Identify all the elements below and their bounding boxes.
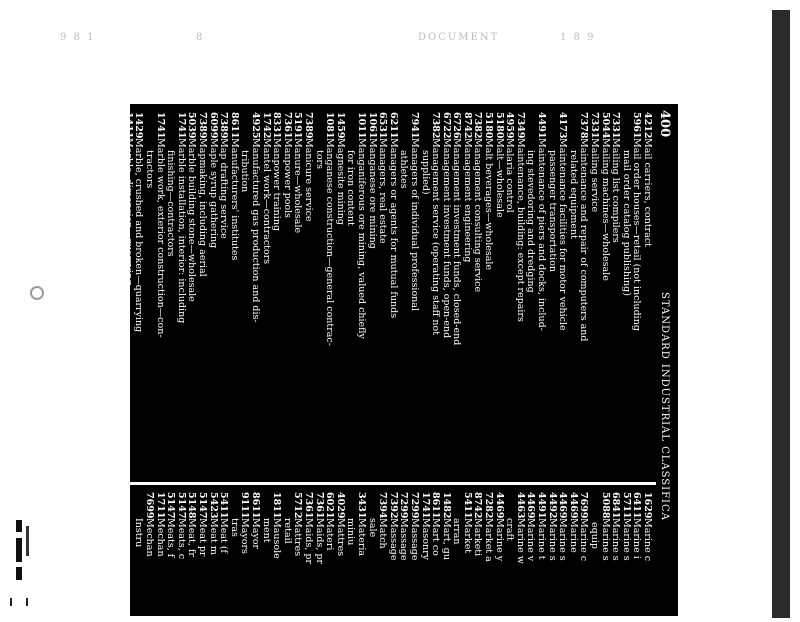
sic-code: 7389	[197, 112, 209, 139]
entry-title: Marine s	[546, 518, 558, 561]
entry-title: Maintenance of piers and docks, includ-	[536, 138, 548, 331]
index-entry	[133, 112, 144, 472]
entry-title: Market	[461, 518, 473, 554]
entry-continuation: tribution	[239, 150, 251, 193]
sic-code: 4029	[334, 492, 346, 519]
sic-code: 7331	[610, 112, 622, 139]
index-entry	[514, 112, 525, 472]
sic-code: 5411	[218, 492, 230, 519]
index-entry	[313, 492, 324, 622]
left-column	[80, 112, 652, 472]
entry-title: Marinas	[101, 138, 113, 178]
index-entry	[175, 492, 186, 622]
index-entry	[228, 112, 239, 472]
entry-title: Mapmaking, including aerial	[197, 138, 209, 277]
sic-code: 4469	[493, 492, 505, 519]
sic-code: 8742	[461, 112, 473, 139]
sic-code: 4959	[504, 112, 516, 139]
index-entry	[154, 492, 165, 622]
sic-code: 5711	[620, 492, 632, 519]
index-entry	[451, 492, 462, 622]
index-entry	[535, 492, 546, 622]
index-entry	[398, 492, 409, 622]
sic-code: 4493	[101, 112, 113, 139]
entry-title: Massage	[387, 518, 399, 561]
entry-title: Mayor	[250, 518, 262, 550]
index-entry	[525, 492, 536, 622]
entry-title: Match	[377, 518, 389, 549]
index-entry	[218, 112, 229, 472]
sic-code: 6211	[387, 112, 399, 139]
index-entry	[281, 112, 292, 472]
index-entry	[196, 492, 207, 622]
scanned-page	[80, 104, 678, 616]
sic-code: 7361	[303, 492, 314, 519]
index-entry	[387, 112, 398, 472]
entry-title: Manganiferous ore mining, valued chiefly	[355, 138, 367, 339]
entry-title: Management service (operating staff not	[430, 138, 442, 336]
sic-code: 7331	[589, 112, 601, 139]
index-entry	[408, 492, 419, 622]
index-entry	[588, 112, 599, 472]
sic-code: 5423	[207, 492, 219, 519]
index-entry	[186, 112, 197, 472]
entry-title: Map drafting service	[218, 138, 230, 239]
index-entry	[154, 112, 165, 472]
entry-title: Malt—wholesale	[493, 138, 505, 218]
entry-title: Masonry	[419, 518, 431, 561]
index-entry	[260, 492, 271, 622]
entry-title: Maids, pr	[313, 518, 325, 565]
sic-code: 8611	[250, 492, 262, 519]
sic-code: 7349	[514, 112, 526, 139]
index-entry	[430, 492, 441, 622]
index-entry	[324, 492, 335, 622]
sic-code: 1629	[642, 492, 653, 519]
entry-title: ment	[260, 518, 272, 543]
entry-title: Mausole	[271, 518, 283, 559]
sic-code: 1482	[440, 492, 452, 519]
sic-code: 1081	[324, 112, 336, 139]
index-entry	[610, 492, 621, 622]
index-entry	[175, 112, 186, 472]
sic-code: 1061	[366, 112, 378, 139]
sic-code: 1711	[154, 492, 166, 519]
entry-title: Mailing list compilers	[610, 138, 622, 243]
index-entry	[302, 112, 313, 472]
sic-code: 1011	[355, 112, 367, 139]
sic-code: 5712	[292, 492, 304, 519]
entry-title: Mechan	[154, 518, 166, 557]
entry-title: Mart co	[430, 518, 442, 556]
entry-title: Marine c	[642, 518, 653, 562]
entry-title: retail	[281, 518, 293, 544]
entry-title: Meat, fr	[186, 518, 198, 557]
sic-code: 8331	[271, 112, 283, 139]
index-entry	[271, 112, 282, 472]
entry-title: Manicure service	[303, 138, 314, 222]
entry-title: Marine v	[525, 518, 537, 562]
sic-code: 9111	[239, 492, 251, 519]
sic-code: 7382	[472, 112, 484, 139]
entry-title: Marine s	[610, 518, 622, 561]
sic-code: 7378	[578, 112, 590, 139]
entry-title: Malaria control	[504, 138, 516, 213]
entry-title: Mail carriers, contract	[642, 138, 653, 247]
sic-code: 5088	[599, 492, 611, 519]
entry-continuation: finishing—contractors	[165, 150, 177, 257]
index-entry	[387, 492, 398, 622]
sic-code: 7361	[313, 492, 325, 519]
index-entry	[239, 492, 250, 622]
entry-title: Mattres	[334, 518, 346, 557]
entry-title: Magnesite mining	[334, 138, 346, 225]
bleed-text-3: DOCUMENT	[418, 32, 500, 43]
sic-code: 4212	[642, 112, 653, 139]
entry-title: Marble work, exterior construction—con-	[154, 138, 166, 338]
margin-mark	[26, 526, 29, 556]
index-entry	[144, 492, 155, 622]
sic-code: 1742	[260, 112, 272, 139]
sic-code: 4469	[91, 112, 103, 139]
sic-code: 6021	[324, 492, 336, 519]
index-entry	[535, 112, 546, 472]
sic-code: 7382	[430, 112, 442, 139]
index-entry	[260, 112, 271, 472]
sic-code: 4173	[557, 112, 569, 139]
index-entry	[355, 112, 366, 472]
entry-title: Marine s	[557, 518, 569, 561]
entry-title: Manufacturers' institutes	[228, 138, 240, 261]
index-entry	[514, 492, 525, 622]
entry-title: Mechan	[144, 518, 156, 557]
entry-title: Management investment funds, closed-end	[451, 138, 463, 346]
entry-title: Marine w	[514, 518, 526, 564]
entry-title: tras	[228, 518, 240, 537]
index-entry	[430, 112, 441, 472]
entry-title: Market a	[483, 518, 495, 562]
sic-code: 7699	[144, 492, 156, 519]
sic-code: 6099	[207, 112, 219, 139]
sic-code: 5411	[461, 492, 473, 519]
sic-code: 8611	[228, 112, 240, 139]
index-entry	[196, 112, 207, 472]
column-rule	[130, 482, 656, 485]
entry-title: Managers or agents for mutual funds	[387, 138, 399, 319]
index-entry	[186, 492, 197, 622]
index-entry	[292, 492, 303, 622]
bleed-text-1: 9 8 1	[60, 32, 96, 43]
running-head: STANDARD INDUSTRIAL CLASSIFICA	[659, 292, 670, 521]
index-entry	[546, 492, 557, 622]
index-entry	[271, 492, 282, 622]
sic-code: 7389	[303, 112, 314, 139]
sic-code: 3431	[355, 492, 367, 519]
sic-code: 7392	[387, 492, 399, 519]
sic-code: 4463	[80, 112, 92, 139]
index-entry	[355, 492, 366, 622]
index-entry	[207, 112, 218, 472]
entry-continuation: mail order catalog publishing)	[620, 150, 632, 296]
index-entry	[366, 492, 377, 622]
index-entry	[345, 492, 356, 622]
entry-title: Manure—wholesale	[292, 138, 304, 234]
entry-title: Marketi	[472, 518, 484, 557]
sic-code: 7361	[281, 112, 293, 139]
entry-title: Meats, f	[165, 518, 177, 558]
sic-code: 7299	[398, 492, 410, 519]
index-entry	[610, 112, 621, 472]
entry-title: Marine	[567, 518, 579, 553]
index-entry	[302, 492, 313, 622]
index-entry	[292, 112, 303, 472]
index-entry	[493, 492, 504, 622]
sic-code: 1459	[112, 112, 124, 139]
entry-title: Maids, pr	[303, 518, 314, 565]
entry-title: Marine c	[578, 518, 590, 562]
index-entry	[165, 492, 176, 622]
index-entry	[578, 492, 589, 622]
entry-title: Managers of individual professional	[408, 138, 420, 311]
entry-title: Marine s	[620, 518, 632, 561]
entry-title: Marble, dimension—quarrying	[122, 138, 134, 286]
entry-title: Managers, real estate	[377, 138, 389, 244]
index-entry	[366, 112, 377, 472]
bleed-text-2: 8	[196, 32, 205, 43]
sic-code: 5961	[631, 112, 643, 139]
index-entry	[218, 492, 229, 622]
punch-hole	[30, 286, 44, 300]
entry-title: Meat (f	[218, 518, 230, 554]
sic-code: 5147	[175, 492, 187, 519]
sic-code: 1811	[271, 492, 283, 519]
index-entry	[101, 112, 112, 472]
index-entry	[504, 492, 515, 622]
index-entry	[91, 112, 102, 472]
right-column	[133, 492, 652, 622]
margin-mark	[10, 598, 28, 606]
sic-code: 6411	[631, 492, 643, 519]
entry-title: craft	[504, 518, 516, 541]
entry-title: arran	[451, 518, 463, 545]
entry-title: Manpower training	[271, 138, 283, 232]
entry-title: Manganese construction—general contrac-	[324, 138, 336, 346]
index-entry	[207, 492, 218, 622]
index-entry	[133, 492, 144, 622]
sic-code: 5147	[165, 492, 177, 519]
sic-code: 5180	[493, 112, 505, 139]
sic-code: 6722	[440, 112, 452, 139]
sic-code: 7389	[218, 112, 230, 139]
sic-code: 5147	[197, 492, 209, 519]
entry-continuation: equip	[589, 522, 601, 549]
index-entry	[504, 112, 515, 472]
entry-title: Massage	[408, 518, 420, 561]
entry-continuation: tors	[313, 150, 325, 169]
sic-code: 6531	[377, 112, 389, 139]
sic-code: 4491	[536, 492, 548, 519]
entry-title: Mayors	[239, 518, 251, 554]
index-entry	[641, 492, 652, 622]
sic-code: 1411	[122, 112, 134, 139]
index-entry	[80, 112, 91, 472]
index-entry	[620, 492, 631, 622]
index-entry	[440, 492, 451, 622]
rotated-page-content	[80, 104, 678, 616]
entry-title: Marl mining	[112, 138, 124, 198]
index-entry	[334, 112, 345, 472]
index-entry	[281, 492, 292, 622]
entry-continuation: tractors	[144, 150, 156, 189]
sic-code: 4492	[546, 492, 558, 519]
sic-code: 4463	[514, 492, 526, 519]
entry-title: Meats, c	[175, 518, 187, 560]
sic-code: 4469	[557, 492, 569, 519]
entry-title: Marble building stone—wholesale	[186, 138, 198, 302]
entry-title: Manganese ore mining	[366, 138, 378, 249]
index-entry	[599, 112, 610, 472]
entry-title: Meat pr	[197, 518, 209, 557]
index-entry	[451, 112, 462, 472]
index-entry	[377, 492, 388, 622]
index-entry	[493, 112, 504, 472]
entry-title: Mail order houses—retail (not including	[631, 138, 643, 331]
entry-continuation: athletes	[398, 150, 410, 189]
index-entry	[334, 492, 345, 622]
entry-title: Mattres	[292, 518, 304, 557]
entry-continuation: related equipment	[567, 150, 579, 239]
index-entry	[112, 112, 123, 472]
index-entry	[483, 112, 494, 472]
entry-title: Management consulting service	[472, 138, 484, 293]
index-entry	[419, 492, 430, 622]
index-entry	[472, 112, 483, 472]
index-entry	[461, 492, 472, 622]
entry-title: Manufactured gas production and dis-	[250, 138, 262, 323]
page-number: 400	[657, 110, 672, 138]
entry-title: Mantel work—contractors	[260, 138, 272, 265]
sic-code: 1459	[334, 112, 346, 139]
sic-code: 1741	[175, 112, 187, 139]
index-entry	[631, 112, 642, 472]
sic-code: 7299	[408, 492, 420, 519]
index-entry	[567, 492, 578, 622]
index-entry	[578, 112, 589, 472]
sic-code: 8611	[430, 492, 442, 519]
entry-title: Management investment funds, open-end	[440, 138, 452, 339]
entry-title: Maintenance, building: except repairs	[514, 138, 526, 322]
sic-code: 1741	[154, 112, 166, 139]
index-entry	[461, 112, 472, 472]
sic-code: 5191	[292, 112, 304, 139]
sic-code: 8742	[472, 492, 484, 519]
index-entry	[557, 492, 568, 622]
index-entry	[483, 492, 494, 622]
bleed-through-header	[0, 24, 760, 48]
index-entry	[122, 112, 133, 472]
index-entry	[408, 112, 419, 472]
sic-code: 5148	[186, 492, 198, 519]
sic-code: 4491	[536, 112, 548, 139]
entry-title: miniu	[345, 518, 357, 546]
entry-title: Marine s	[599, 518, 611, 561]
entry-title: Management engineering	[461, 138, 473, 263]
index-entry	[631, 492, 642, 622]
entry-title: Marble, crushed and broken—quarrying	[133, 138, 145, 333]
entry-continuation: for iron content	[345, 150, 357, 226]
entry-title: Mailing machines—wholesale	[599, 138, 611, 281]
entry-title: sale	[366, 518, 378, 538]
entry-title: Marine basins, renting and operating	[91, 138, 103, 319]
index-entry	[249, 112, 260, 472]
index-entry	[641, 112, 652, 472]
entry-title: Marble installation, interior: including	[175, 138, 187, 324]
index-entry	[599, 492, 610, 622]
index-entry	[249, 492, 260, 622]
entry-title: Marine i	[631, 518, 643, 559]
entry-title: Maple syrup gathering	[207, 138, 219, 249]
index-entry	[472, 492, 483, 622]
entry-continuation: passenger transportation	[546, 150, 558, 273]
entry-title: Marine cargo handling	[80, 138, 92, 249]
sic-code: 4469	[567, 492, 579, 519]
index-entry	[377, 112, 388, 472]
entry-title: Materi	[324, 518, 336, 551]
sic-code: 5039	[186, 112, 198, 139]
sic-code: 7699	[578, 492, 590, 519]
entry-title: Manpower pools	[281, 138, 293, 219]
sic-code: 1741	[419, 492, 431, 519]
sic-code: 6726	[451, 112, 463, 139]
entry-title: Mailing service	[589, 138, 601, 213]
sic-code: 1429	[133, 112, 145, 139]
sic-code: 6841	[610, 492, 622, 519]
sic-code: 4925	[250, 112, 262, 139]
index-entry	[228, 492, 239, 622]
entry-title: Materia	[355, 518, 367, 557]
entry-title: Meat m	[207, 518, 219, 555]
entry-continuation: ing stevedoring and dredging	[525, 150, 537, 293]
sic-code: 7282	[483, 492, 495, 519]
index-entry	[440, 112, 451, 472]
entry-title: Maintenance facilities for motor vehicle	[557, 138, 569, 331]
margin-mark	[16, 520, 22, 580]
sic-code: 5180	[483, 112, 495, 139]
entry-title: Marine y	[493, 518, 505, 562]
sic-code: 7394	[377, 492, 389, 519]
binding-gutter	[772, 10, 790, 618]
entry-title: Instru	[133, 518, 145, 548]
entry-title: Marine t	[536, 518, 548, 560]
entry-continuation: supplied)	[419, 150, 431, 195]
entry-title: Mart, gu	[440, 518, 452, 560]
index-entry	[557, 112, 568, 472]
sic-code: 4469	[525, 492, 537, 519]
bleed-text-4: 1 8 9	[560, 32, 596, 43]
sic-code: 5044	[599, 112, 611, 139]
entry-title: Massage	[398, 518, 410, 561]
entry-title: Maintenance and repair of computers and	[578, 138, 590, 342]
index-entry	[324, 112, 335, 472]
entry-title: Malt beverages—wholesale	[483, 138, 495, 271]
sic-code: 7941	[408, 112, 420, 139]
